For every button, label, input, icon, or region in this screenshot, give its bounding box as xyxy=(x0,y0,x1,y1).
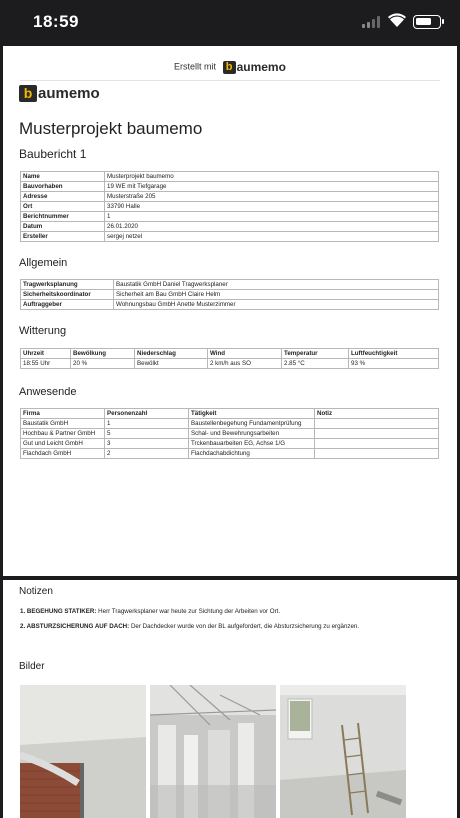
anwesende-header: Notiz xyxy=(315,409,439,419)
baumemo-logo: b aumemo xyxy=(19,85,100,102)
witterung-heading: Witterung xyxy=(19,325,67,337)
cellular-signal-icon xyxy=(362,16,380,28)
table-row xyxy=(21,202,439,212)
info-value: 33790 Halle xyxy=(105,202,439,212)
witterung-value: 2 km/h aus SO xyxy=(208,359,282,369)
info-key: Adresse xyxy=(21,192,105,202)
info-key: Bauvorhaben xyxy=(21,182,105,192)
info-key: Ort xyxy=(21,202,105,212)
allgemein-value: Wohnungsbau GmbH Anette Musterzimmer xyxy=(114,300,439,310)
status-time: 18:59 xyxy=(33,12,79,31)
project-title: Musterprojekt baumemo xyxy=(19,119,203,138)
allgemein-table xyxy=(20,279,439,310)
created-with-label: Erstellt mit xyxy=(174,61,217,72)
info-key: Datum xyxy=(21,222,105,232)
witterung-header: Niederschlag xyxy=(135,349,208,359)
anwesende-firma: Flachdach GmbH xyxy=(21,449,105,459)
table-row xyxy=(21,172,439,182)
witterung-header: Wind xyxy=(208,349,282,359)
witterung-value: 18:55 Uhr xyxy=(21,359,71,369)
site-photo-1[interactable] xyxy=(20,685,146,818)
allgemein-key: Tragwerksplanung xyxy=(21,280,114,290)
anwesende-notiz xyxy=(315,449,439,459)
table-row xyxy=(21,429,439,439)
table-row xyxy=(21,212,439,222)
anwesende-taetigkeit: Baustellenbegehung Fundamentprüfung xyxy=(189,419,315,429)
status-bar xyxy=(0,0,460,46)
witterung-header: Bewölkung xyxy=(71,349,135,359)
anwesende-personen: 5 xyxy=(105,429,189,439)
anwesende-taetigkeit: Schal- und Bewehrungsarbeiten xyxy=(189,429,315,439)
note-item: 2. ABSTURZSICHERUNG AUF DACH: Der Dachdecker wurde von der BL aufgefordert, die Absturzsicherung zu ergänzen. xyxy=(20,623,360,630)
table-row xyxy=(21,290,439,300)
anwesende-firma: Hochbau & Partner GmbH xyxy=(21,429,105,439)
anwesende-header: Firma xyxy=(21,409,105,419)
notizen-heading: Notizen xyxy=(19,586,53,597)
allgemein-value: Baustatik GmbH Daniel Tragwerksplaner xyxy=(114,280,439,290)
info-key: Berichtnummer xyxy=(21,212,105,222)
anwesende-personen: 2 xyxy=(105,449,189,459)
info-value: 1 xyxy=(105,212,439,222)
anwesende-heading: Anwesende xyxy=(19,386,77,398)
witterung-table xyxy=(20,348,439,369)
info-value: 19 WE mit Tiefgarage xyxy=(105,182,439,192)
bilder-heading: Bilder xyxy=(19,661,45,672)
witterung-header: Uhrzeit xyxy=(21,349,71,359)
anwesende-firma: Gut und Leicht GmbH xyxy=(21,439,105,449)
anwesende-header: Personenzahl xyxy=(105,409,189,419)
battery-icon xyxy=(413,15,441,29)
anwesende-personen: 1 xyxy=(105,419,189,429)
site-photo-3[interactable] xyxy=(280,685,406,818)
anwesende-personen: 3 xyxy=(105,439,189,449)
witterung-value: 20 % xyxy=(71,359,135,369)
header-divider xyxy=(20,80,440,81)
project-info-table xyxy=(20,171,439,242)
witterung-value: Bewölkt xyxy=(135,359,208,369)
info-key: Ersteller xyxy=(21,232,105,242)
table-row xyxy=(21,300,439,310)
allgemein-key: Auftraggeber xyxy=(21,300,114,310)
info-value: Musterprojekt baumemo xyxy=(105,172,439,182)
anwesende-taetigkeit: Trckenbauarbeiten EG, Achse 1/G xyxy=(189,439,315,449)
info-value: 26.01.2020 xyxy=(105,222,439,232)
baumemo-small-logo: b aumemo xyxy=(223,60,286,74)
info-value: sergej netzel xyxy=(105,232,439,242)
witterung-value: 93 % xyxy=(349,359,439,369)
anwesende-header: Tätigkeit xyxy=(189,409,315,419)
allgemein-value: Sicherheit am Bau GmbH Claire Helm xyxy=(114,290,439,300)
witterung-header: Luftfeuchtigkeit xyxy=(349,349,439,359)
anwesende-table xyxy=(20,408,439,459)
table-row xyxy=(21,449,439,459)
report-page-1[interactable] xyxy=(3,46,457,576)
table-row xyxy=(21,232,439,242)
wifi-icon xyxy=(388,13,406,28)
info-value: Musterstraße 205 xyxy=(105,192,439,202)
table-row xyxy=(21,222,439,232)
table-row xyxy=(21,439,439,449)
anwesende-notiz xyxy=(315,419,439,429)
anwesende-firma: Baustatik GmbH xyxy=(21,419,105,429)
table-row xyxy=(21,192,439,202)
report-title: Baubericht 1 xyxy=(19,147,87,161)
table-row xyxy=(21,280,439,290)
allgemein-key: Sicherheitskoordinator xyxy=(21,290,114,300)
created-with-line xyxy=(3,60,457,74)
anwesende-notiz xyxy=(315,429,439,439)
note-item: 1. BEGEHUNG STATIKER: Herr Tragwerksplaner war heute zur Sichtung der Arbeiten vor Ort. xyxy=(20,608,281,615)
witterung-header: Temperatur xyxy=(282,349,349,359)
info-key: Name xyxy=(21,172,105,182)
allgemein-heading: Allgemein xyxy=(19,257,68,269)
table-row xyxy=(21,419,439,429)
report-page-2[interactable] xyxy=(3,580,457,818)
anwesende-taetigkeit: Flachdachabdichtung xyxy=(189,449,315,459)
anwesende-notiz xyxy=(315,439,439,449)
witterung-value: 2.85 °C xyxy=(282,359,349,369)
site-photo-2[interactable] xyxy=(150,685,276,818)
table-row xyxy=(21,182,439,192)
